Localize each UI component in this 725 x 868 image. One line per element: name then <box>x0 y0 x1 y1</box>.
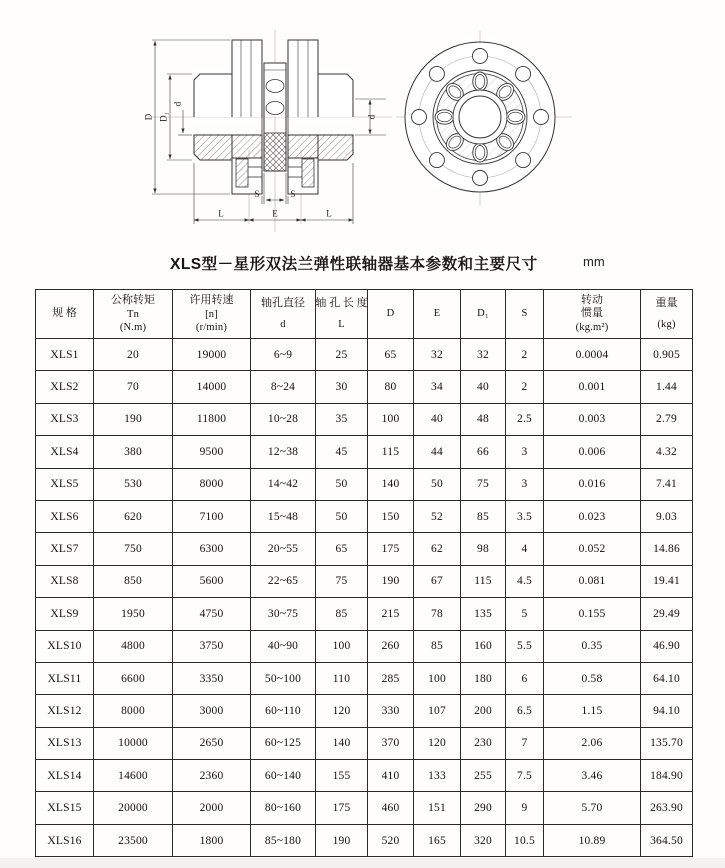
cell-speed: 8000 <box>173 468 251 500</box>
header-line: 轴 孔 长 度 <box>315 297 368 310</box>
cell-bore-length: 45 <box>316 436 368 468</box>
cell-D1: 75 <box>461 468 506 500</box>
cell-speed: 3350 <box>173 662 251 694</box>
cell-torque: 20 <box>94 339 173 371</box>
cell-inertia: 0.35 <box>544 630 641 662</box>
column-header-content <box>251 287 315 341</box>
cell-speed: 3000 <box>173 695 251 727</box>
unit-label: mm <box>583 254 605 269</box>
cell-E: 85 <box>414 630 461 662</box>
cell-bore-diameter: 80~160 <box>251 792 316 824</box>
cell-D: 260 <box>368 630 414 662</box>
cell-S: 4 <box>506 533 544 565</box>
cell-spec: XLS1 <box>36 339 94 371</box>
cell-E: 78 <box>414 598 461 630</box>
cell-bore-length: 110 <box>316 662 368 694</box>
table-body <box>36 339 693 857</box>
cell-speed: 3750 <box>173 630 251 662</box>
cell-spec: XLS6 <box>36 500 94 532</box>
cell-D: 80 <box>368 371 414 403</box>
column-header-E <box>414 290 461 339</box>
cell-bore-diameter: 60~125 <box>251 727 316 759</box>
cell-torque: 190 <box>94 403 173 435</box>
cell-speed: 9500 <box>173 436 251 468</box>
cell-bore-length: 50 <box>316 500 368 532</box>
table-row-XLS10 <box>36 630 693 662</box>
cell-torque: 530 <box>94 468 173 500</box>
dim-label-S-left: S <box>254 189 260 199</box>
dim-label-E: E <box>272 208 278 219</box>
cell-spec: XLS15 <box>36 792 94 824</box>
cell-weight: 0.905 <box>641 339 693 371</box>
column-header-D <box>368 290 414 339</box>
cell-torque: 1950 <box>94 598 173 630</box>
cell-weight: 46.90 <box>641 630 693 662</box>
cell-weight: 4.32 <box>641 436 693 468</box>
cell-speed: 5600 <box>173 565 251 597</box>
cell-S: 3 <box>506 468 544 500</box>
cell-E: 62 <box>414 533 461 565</box>
table-row-XLS6 <box>36 500 693 532</box>
column-header-content <box>544 290 640 338</box>
cell-spec: XLS14 <box>36 760 94 792</box>
cell-bore-length: 30 <box>316 371 368 403</box>
cell-D: 140 <box>368 468 414 500</box>
cell-D1: 115 <box>461 565 506 597</box>
table-row-XLS13 <box>36 727 693 759</box>
cell-weight: 2.79 <box>641 403 693 435</box>
cell-E: 107 <box>414 695 461 727</box>
table-row-XLS5 <box>36 468 693 500</box>
cell-S: 9 <box>506 792 544 824</box>
header-line: Tn <box>126 308 140 320</box>
cell-torque: 70 <box>94 371 173 403</box>
cell-spec: XLS2 <box>36 371 94 403</box>
cell-bore-length: 50 <box>316 468 368 500</box>
column-header-torque <box>94 290 173 339</box>
cell-E: 44 <box>414 436 461 468</box>
cell-D1: 290 <box>461 792 506 824</box>
cell-E: 32 <box>414 339 461 371</box>
column-header-content <box>316 287 367 341</box>
column-header-bore-length <box>316 290 368 339</box>
header-line: (kg) <box>657 318 676 330</box>
cell-weight: 135.70 <box>641 727 693 759</box>
cell-E: 165 <box>414 824 461 856</box>
cell-bore-diameter: 60~110 <box>251 695 316 727</box>
cell-bore-length: 120 <box>316 695 368 727</box>
cell-bore-length: 155 <box>316 760 368 792</box>
column-header-D1 <box>461 290 506 339</box>
cell-bore-diameter: 6~9 <box>251 339 316 371</box>
header-line: 轴孔直径 <box>261 297 305 310</box>
dim-label-L-left: L <box>218 208 224 219</box>
header-line: 重量 <box>655 297 678 310</box>
column-header-inertia <box>544 290 641 339</box>
front-view <box>396 31 572 205</box>
cell-speed: 11800 <box>173 403 251 435</box>
cell-speed: 1800 <box>173 824 251 856</box>
cell-spec: XLS7 <box>36 533 94 565</box>
cell-torque: 23500 <box>94 824 173 856</box>
cell-torque: 10000 <box>94 727 173 759</box>
cell-bore-diameter: 50~100 <box>251 662 316 694</box>
column-header-content <box>506 290 543 338</box>
cell-bore-length: 175 <box>316 792 368 824</box>
column-header-spec <box>36 290 94 339</box>
cell-inertia: 3.46 <box>544 760 641 792</box>
cell-S: 6 <box>506 662 544 694</box>
column-header-S <box>506 290 544 339</box>
header-line: (kg.m²) <box>575 322 609 334</box>
cell-bore-length: 85 <box>316 598 368 630</box>
column-header-content <box>641 287 692 341</box>
cell-speed: 7100 <box>173 500 251 532</box>
cell-weight: 94.10 <box>641 695 693 727</box>
dim-label-S-right: S <box>290 189 296 199</box>
cell-bore-diameter: 40~90 <box>251 630 316 662</box>
header-line: 规 格 <box>52 307 77 320</box>
cell-S: 3 <box>506 436 544 468</box>
cell-bore-diameter: 12~38 <box>251 436 316 468</box>
cell-weight: 19.41 <box>641 565 693 597</box>
cell-D1: 160 <box>461 630 506 662</box>
centerlines <box>148 30 392 232</box>
cell-D: 175 <box>368 533 414 565</box>
cell-S: 4.5 <box>506 565 544 597</box>
cell-bore-diameter: 30~75 <box>251 598 316 630</box>
cell-bore-length: 190 <box>316 824 368 856</box>
cell-bore-length: 25 <box>316 339 368 371</box>
cell-S: 2 <box>506 339 544 371</box>
cell-spec: XLS4 <box>36 436 94 468</box>
cell-D1: 200 <box>461 695 506 727</box>
cell-E: 40 <box>414 403 461 435</box>
cell-weight: 64.10 <box>641 662 693 694</box>
cell-weight: 9.03 <box>641 500 693 532</box>
section-view <box>148 30 392 232</box>
cell-D1: 40 <box>461 371 506 403</box>
cell-weight: 263.90 <box>641 792 693 824</box>
cell-bore-diameter: 14~42 <box>251 468 316 500</box>
page-title: XLS型－星形双法兰弹性联轴器基本参数和主要尺寸 <box>170 256 538 273</box>
table-row-XLS4 <box>36 436 693 468</box>
header-line: S <box>521 308 528 320</box>
cell-spec: XLS5 <box>36 468 94 500</box>
cell-S: 3.5 <box>506 500 544 532</box>
cell-speed: 4750 <box>173 598 251 630</box>
title-row <box>0 252 725 276</box>
cell-spec: XLS12 <box>36 695 94 727</box>
cell-inertia: 0.006 <box>544 436 641 468</box>
header-line: d <box>280 318 286 330</box>
center-bore <box>459 96 501 138</box>
cell-E: 67 <box>414 565 461 597</box>
dim-label-d-left: d <box>172 101 183 107</box>
cell-D: 115 <box>368 436 414 468</box>
cell-D: 330 <box>368 695 414 727</box>
cell-D1: 85 <box>461 500 506 532</box>
column-header-content <box>173 290 250 338</box>
cell-D1: 32 <box>461 339 506 371</box>
cell-inertia: 0.003 <box>544 403 641 435</box>
cell-inertia: 0.052 <box>544 533 641 565</box>
cell-inertia: 0.023 <box>544 500 641 532</box>
header-line: [n] <box>205 308 218 320</box>
cell-torque: 380 <box>94 436 173 468</box>
header-line: (r/min) <box>195 321 228 333</box>
cell-E: 100 <box>414 662 461 694</box>
cell-inertia: 0.081 <box>544 565 641 597</box>
cell-spec: XLS3 <box>36 403 94 435</box>
cell-bore-length: 100 <box>316 630 368 662</box>
header-line: L <box>338 318 345 330</box>
table-row-XLS3 <box>36 403 693 435</box>
cell-S: 2.5 <box>506 403 544 435</box>
cell-bore-diameter: 8~24 <box>251 371 316 403</box>
cell-speed: 2650 <box>173 727 251 759</box>
cell-spec: XLS16 <box>36 824 94 856</box>
cell-torque: 8000 <box>94 695 173 727</box>
cell-D1: 320 <box>461 824 506 856</box>
cell-E: 50 <box>414 468 461 500</box>
cell-torque: 750 <box>94 533 173 565</box>
cell-bore-length: 75 <box>316 565 368 597</box>
table-row-XLS12 <box>36 695 693 727</box>
cell-D1: 230 <box>461 727 506 759</box>
cell-D: 410 <box>368 760 414 792</box>
cell-inertia: 5.70 <box>544 792 641 824</box>
cell-speed: 14000 <box>173 371 251 403</box>
dim-label-D: D <box>143 113 154 121</box>
table-row-XLS7 <box>36 533 693 565</box>
cell-inertia: 0.58 <box>544 662 641 694</box>
cell-D: 370 <box>368 727 414 759</box>
cell-D: 65 <box>368 339 414 371</box>
cell-weight: 364.50 <box>641 824 693 856</box>
cell-E: 52 <box>414 500 461 532</box>
cell-bore-diameter: 60~140 <box>251 760 316 792</box>
cell-torque: 4800 <box>94 630 173 662</box>
cell-D1: 180 <box>461 662 506 694</box>
column-header-content <box>368 290 413 338</box>
table-header-row <box>36 290 693 339</box>
cell-D1: 48 <box>461 403 506 435</box>
cell-S: 5.5 <box>506 630 544 662</box>
cell-D1: 255 <box>461 760 506 792</box>
cell-D: 100 <box>368 403 414 435</box>
header-line: E <box>433 308 441 320</box>
column-header-speed <box>173 290 251 339</box>
cell-inertia: 0.0004 <box>544 339 641 371</box>
cell-D1: 135 <box>461 598 506 630</box>
cell-spec: XLS9 <box>36 598 94 630</box>
cell-bore-diameter: 20~55 <box>251 533 316 565</box>
cell-bore-diameter: 22~65 <box>251 565 316 597</box>
cell-S: 2 <box>506 371 544 403</box>
table-row-XLS16 <box>36 824 693 856</box>
cell-D: 285 <box>368 662 414 694</box>
table-row-XLS14 <box>36 760 693 792</box>
table-row-XLS8 <box>36 565 693 597</box>
cell-S: 7.5 <box>506 760 544 792</box>
header-line: D₁ <box>477 308 489 320</box>
cell-bore-length: 65 <box>316 533 368 565</box>
cell-E: 151 <box>414 792 461 824</box>
cell-bore-diameter: 85~180 <box>251 824 316 856</box>
header-line: 公称转矩 <box>111 294 155 306</box>
table-row-XLS1 <box>36 339 693 371</box>
cell-speed: 2360 <box>173 760 251 792</box>
cell-inertia: 0.016 <box>544 468 641 500</box>
cell-E: 34 <box>414 371 461 403</box>
cell-speed: 19000 <box>173 339 251 371</box>
cell-spec: XLS8 <box>36 565 94 597</box>
column-header-content <box>94 290 172 338</box>
dim-label-d-right: d <box>366 114 377 120</box>
cell-spec: XLS10 <box>36 630 94 662</box>
header-line: 转动 <box>581 293 603 306</box>
cell-weight: 14.86 <box>641 533 693 565</box>
table-row-XLS15 <box>36 792 693 824</box>
header-line: (N.m) <box>119 321 147 333</box>
cell-bore-diameter: 15~48 <box>251 500 316 532</box>
coupling-technical-drawing <box>0 0 725 250</box>
cell-S: 10.5 <box>506 824 544 856</box>
cell-torque: 14600 <box>94 760 173 792</box>
cell-speed: 6300 <box>173 533 251 565</box>
column-header-weight <box>641 290 693 339</box>
table-row-XLS9 <box>36 598 693 630</box>
cell-weight: 7.41 <box>641 468 693 500</box>
column-header-content <box>461 290 505 338</box>
cell-weight: 1.44 <box>641 371 693 403</box>
column-header-bore-diameter <box>251 290 316 339</box>
page-bottom-edge <box>0 858 725 868</box>
header-line: 惯量 <box>581 307 603 320</box>
cell-S: 5 <box>506 598 544 630</box>
cell-D1: 66 <box>461 436 506 468</box>
coupling-parameters-table <box>35 289 693 857</box>
cell-weight: 29.49 <box>641 598 693 630</box>
cell-D: 460 <box>368 792 414 824</box>
cell-speed: 2000 <box>173 792 251 824</box>
cell-E: 120 <box>414 727 461 759</box>
cell-S: 6.5 <box>506 695 544 727</box>
column-header-content <box>414 290 460 338</box>
cell-D: 150 <box>368 500 414 532</box>
cell-D: 215 <box>368 598 414 630</box>
cell-inertia: 0.001 <box>544 371 641 403</box>
dim-label-D1: D₁ <box>158 112 169 122</box>
cell-bore-diameter: 10~28 <box>251 403 316 435</box>
cell-weight: 184.90 <box>641 760 693 792</box>
header-line: D <box>386 308 395 320</box>
cell-D: 520 <box>368 824 414 856</box>
cell-D: 190 <box>368 565 414 597</box>
cell-D1: 98 <box>461 533 506 565</box>
table-row-XLS11 <box>36 662 693 694</box>
cell-inertia: 10.89 <box>544 824 641 856</box>
cell-torque: 620 <box>94 500 173 532</box>
cell-S: 7 <box>506 727 544 759</box>
cell-inertia: 1.15 <box>544 695 641 727</box>
cell-inertia: 2.06 <box>544 727 641 759</box>
cell-inertia: 0.155 <box>544 598 641 630</box>
table-row-XLS2 <box>36 371 693 403</box>
cell-spec: XLS11 <box>36 662 94 694</box>
cell-torque: 20000 <box>94 792 173 824</box>
header-line: 许用转速 <box>189 294 234 306</box>
cell-bore-length: 140 <box>316 727 368 759</box>
cell-bore-length: 35 <box>316 403 368 435</box>
cell-E: 133 <box>414 760 461 792</box>
cell-torque: 6600 <box>94 662 173 694</box>
dim-label-L-right: L <box>326 208 332 219</box>
column-header-content <box>36 290 93 338</box>
cell-spec: XLS13 <box>36 727 94 759</box>
cell-torque: 850 <box>94 565 173 597</box>
